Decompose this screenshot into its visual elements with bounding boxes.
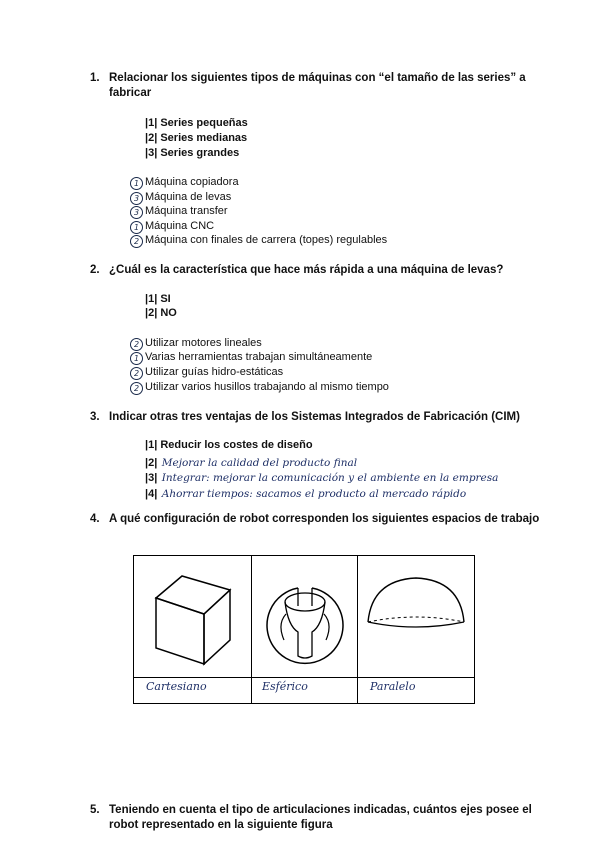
q2-option-1: |1| SI <box>145 293 171 305</box>
handwritten-answer[interactable]: Integrar: mejorar la comunicación y el ambiente en la empresa <box>161 472 499 484</box>
q2-answer-row <box>130 365 283 380</box>
answer-text: Utilizar motores lineales <box>145 337 262 349</box>
answer-text: Máquina de levas <box>145 191 232 203</box>
table-divider <box>357 556 358 703</box>
table-divider <box>134 677 474 678</box>
question-1-text-line2: fabricar <box>109 87 152 99</box>
handwritten-number: |4| <box>145 488 158 500</box>
handwritten-answer[interactable]: Ahorrar tiempos: sacamos el producto al mercado rápido <box>161 488 467 500</box>
q2-answer-row <box>130 350 372 365</box>
question-1-text-line1: Relacionar los siguientes tipos de máquinas con “el tamaño de las series” a <box>109 72 526 84</box>
workspace-table <box>133 555 475 704</box>
q1-answer-row <box>130 219 214 234</box>
workspace-label-3[interactable]: Paralelo <box>370 680 416 693</box>
question-3-text: Indicar otras tres ventajas de los Sistemas Integrados de Fabricación (CIM) <box>109 411 520 423</box>
handwritten-number: |3| <box>145 472 158 484</box>
question-4-text: A qué configuración de robot corresponden los siguientes espacios de trabajo <box>109 513 540 525</box>
answer-mark-circle[interactable]: 1 <box>130 221 143 234</box>
answer-text: Máquina con finales de carrera (topes) regulables <box>145 234 388 246</box>
answer-mark-circle[interactable]: 1 <box>130 352 143 365</box>
q1-option-1: |1| Series pequeñas <box>145 117 248 129</box>
answer-mark-circle[interactable]: 2 <box>130 382 143 395</box>
handwritten-answer[interactable]: Mejorar la calidad del producto final <box>161 457 358 469</box>
answer-text: Máquina copiadora <box>145 176 239 188</box>
question-4-number: 4. <box>90 513 100 525</box>
dome-workspace-figure <box>364 574 469 644</box>
q1-answer-row <box>130 233 387 248</box>
answer-mark-circle[interactable]: 2 <box>130 235 143 248</box>
question-1-number: 1. <box>90 72 100 84</box>
cube-workspace-figure <box>148 568 238 668</box>
workspace-label-2[interactable]: Esférico <box>262 680 308 693</box>
q1-answer-row <box>130 204 228 219</box>
q3-handwritten-row <box>145 484 466 502</box>
answer-text: Utilizar guías hidro-estáticas <box>145 366 284 378</box>
question-2-text: ¿Cuál es la característica que hace más rápida a una máquina de levas? <box>109 264 504 276</box>
q1-option-3: |3| Series grandes <box>145 147 240 159</box>
answer-text: Utilizar varios husillos trabajando al mismo tiempo <box>145 381 389 393</box>
q2-answer-row <box>130 380 389 395</box>
question-5-text-line2: robot representado en la siguiente figura <box>109 819 333 831</box>
answer-text: Máquina CNC <box>145 220 215 232</box>
answer-text: Varias herramientas trabajan simultáneamente <box>145 351 373 363</box>
q1-option-2: |2| Series medianas <box>145 132 248 144</box>
spherical-workspace-figure <box>262 566 348 672</box>
q2-option-2: |2| NO <box>145 307 177 319</box>
workspace-label-1[interactable]: Cartesiano <box>146 680 207 693</box>
table-divider <box>251 556 252 703</box>
answer-mark-circle[interactable]: 3 <box>130 206 143 219</box>
question-5-number: 5. <box>90 804 100 816</box>
answer-mark-circle[interactable]: 2 <box>130 338 143 351</box>
answer-mark-circle[interactable]: 2 <box>130 367 143 380</box>
q1-answer-row <box>130 190 231 205</box>
question-3-number: 3. <box>90 411 100 423</box>
answer-mark-circle[interactable]: 3 <box>130 192 143 205</box>
question-2-number: 2. <box>90 264 100 276</box>
q1-answer-row <box>130 175 239 190</box>
answer-mark-circle[interactable]: 1 <box>130 177 143 190</box>
answer-text: Máquina transfer <box>145 205 228 217</box>
handwritten-number: |2| <box>145 457 158 469</box>
q3-printed-item: |1| Reducir los costes de diseño <box>145 439 313 451</box>
question-5-text-line1: Teniendo en cuenta el tipo de articulaciones indicadas, cuántos ejes posee el <box>109 804 532 816</box>
q2-answer-row <box>130 336 262 351</box>
